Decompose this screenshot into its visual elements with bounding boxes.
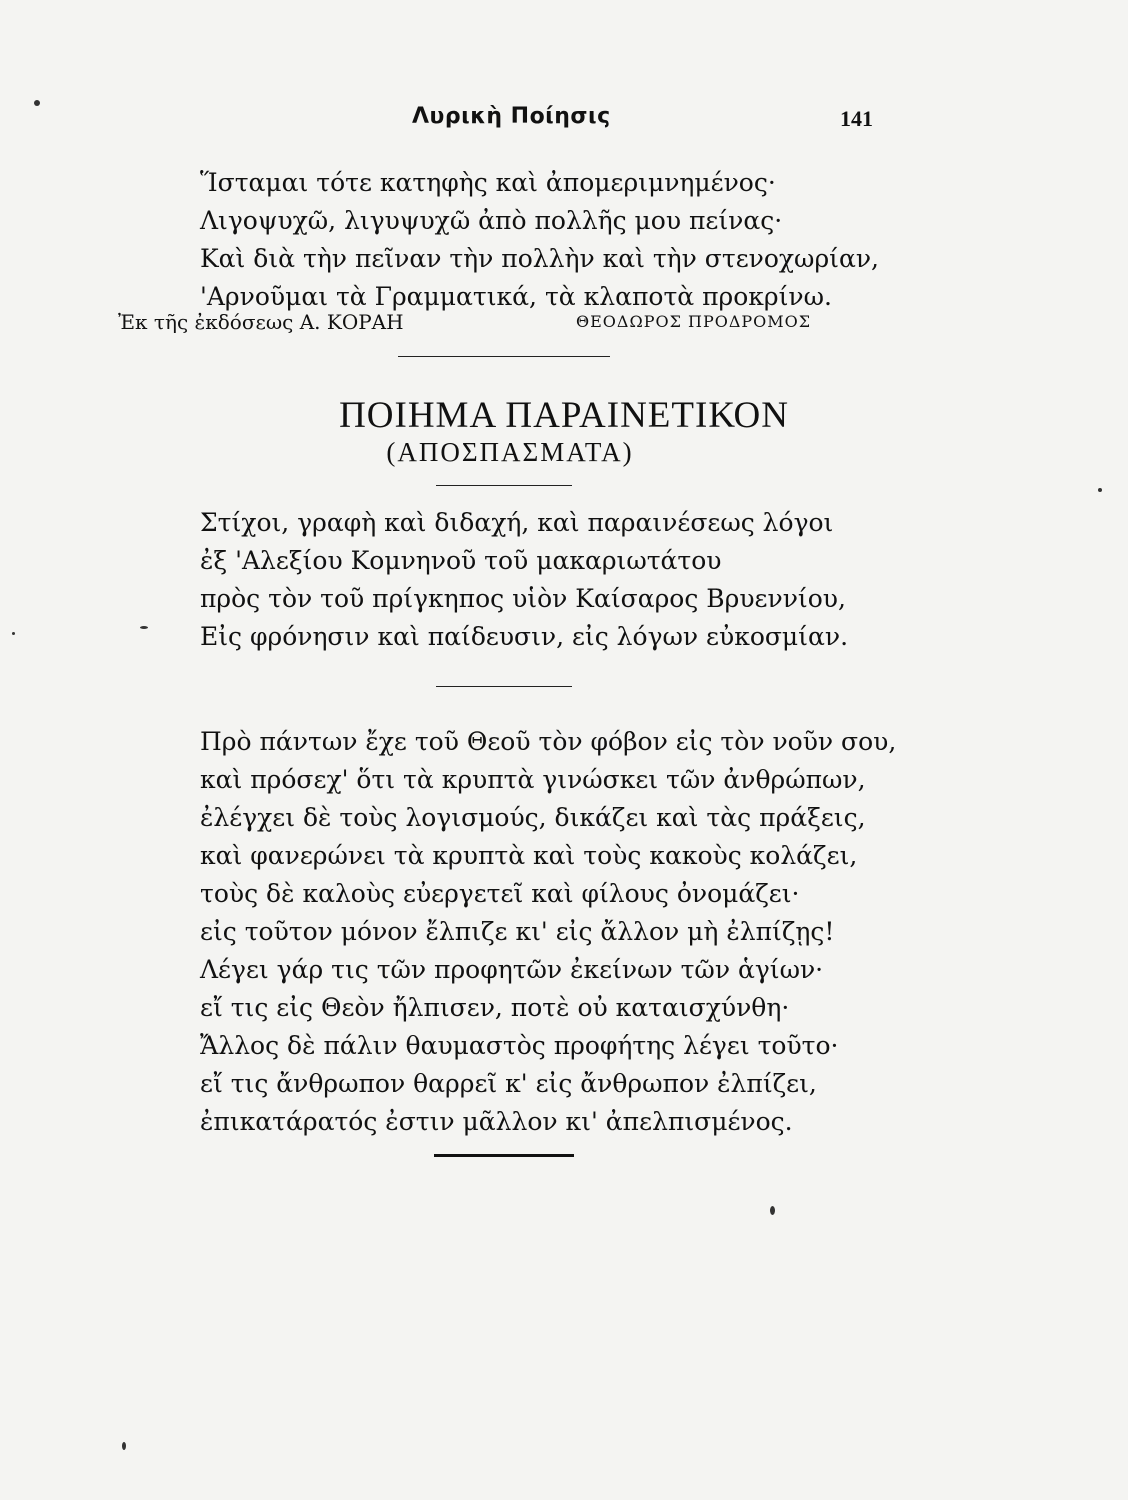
scan-speck (1098, 488, 1102, 492)
scan-speck (140, 626, 148, 629)
scan-speck (12, 632, 15, 635)
stanza-divider (436, 686, 572, 687)
running-title: Λυρικὴ Ποίησις (412, 104, 611, 129)
verse-line: Πρὸ πάντων ἔχε τοῦ Θεοῦ τὸν φόβον εἰς τὸν νοῦν σου, (200, 727, 897, 756)
scan-speck (770, 1206, 775, 1215)
stanza-prodromos (200, 164, 879, 316)
verse-line: Καὶ διὰ τὴν πεῖναν τὴν πολλὴν καὶ τὴν στενοχωρίαν, (200, 244, 879, 273)
verse-line: Στίχοι, γραφὴ καὶ διδαχή, καὶ παραινέσεως λόγοι (200, 508, 834, 537)
poem-title: ΠΟΙΗΜΑ ΠΑΡΑΙΝΕΤΙΚΟΝ (339, 395, 789, 436)
verse-line: Εἰς φρόνησιν καὶ παίδευσιν, εἰς λόγων εὐκοσμίαν. (200, 622, 849, 651)
verse-line: ἐξ 'Αλεξίου Κομνηνοῦ τοῦ μακαριωτάτου (200, 546, 722, 575)
attribution-row (118, 310, 848, 336)
page-number: 141 (840, 106, 873, 131)
verse-line: εἴ τις ἄνθρωπον θαρρεῖ κ' εἰς ἄνθρωπον ἐλπίζει, (200, 1069, 817, 1098)
verse-line: ἐπικατάρατός ἐστιν μᾶλλον κι' ἀπελπισμένος. (200, 1107, 793, 1136)
verse-line: καὶ πρόσεχ' ὅτι τὰ κρυπτὰ γινώσκει τῶν ἀνθρώπων, (200, 765, 866, 794)
verse-line: πρὸς τὸν τοῦ πρίγκηπος υἱὸν Καίσαρος Βρυεννίου, (200, 584, 846, 613)
verse-line: καὶ φανερώνει τὰ κρυπτὰ καὶ τοὺς κακοὺς κολάζει, (200, 841, 858, 870)
author-name: ΘΕΟΔΩΡΟΣ ΠΡΟΔΡΟΜΟΣ (576, 312, 812, 331)
stanza-main (200, 723, 896, 1141)
end-rule (434, 1154, 574, 1157)
verse-line: Ἄλλος δὲ πάλιν θαυμαστὸς προφήτης λέγει τοῦτο· (200, 1031, 839, 1060)
verse-line: ἐλέγχει δὲ τοὺς λογισμούς, δικάζει καὶ τὰς πράξεις, (200, 803, 866, 832)
verse-line: εἰς τοῦτον μόνον ἔλπιζε κι' εἰς ἄλλον μὴ ἐλπίζῃς! (200, 917, 835, 946)
section-divider (398, 356, 610, 357)
source-edition: Ἐκ τῆς ἐκδόσεως Α. ΚΟΡΑΗ (118, 310, 404, 334)
title-divider (436, 485, 572, 486)
stanza-intro (200, 504, 848, 656)
scan-speck (34, 100, 40, 106)
verse-line: Λιγοψυχῶ, λιγυψυχῶ ἀπὸ πολλῆς μου πείνας· (200, 206, 783, 235)
verse-line: 'Αρνοῦμαι τὰ Γραμματικά, τὰ κλαποτὰ προκρίνω. (200, 282, 832, 311)
verse-line: Λέγει γάρ τις τῶν προφητῶν ἐκείνων τῶν ἁγίων· (200, 955, 824, 984)
verse-line: εἴ τις εἰς Θεὸν ἤλπισεν, ποτὲ οὐ καταισχύνθη· (200, 993, 790, 1022)
poem-subtitle: (ΑΠΟΣΠΑΣΜΑΤΑ) (386, 437, 634, 467)
verse-line: Ἵσταμαι τότε κατηφὴς καὶ ἀπομεριμνημένος· (200, 168, 776, 197)
verse-line: τοὺς δὲ καλοὺς εὐεργετεῖ καὶ φίλους ὀνομάζει· (200, 879, 800, 908)
scan-speck (122, 1442, 126, 1450)
